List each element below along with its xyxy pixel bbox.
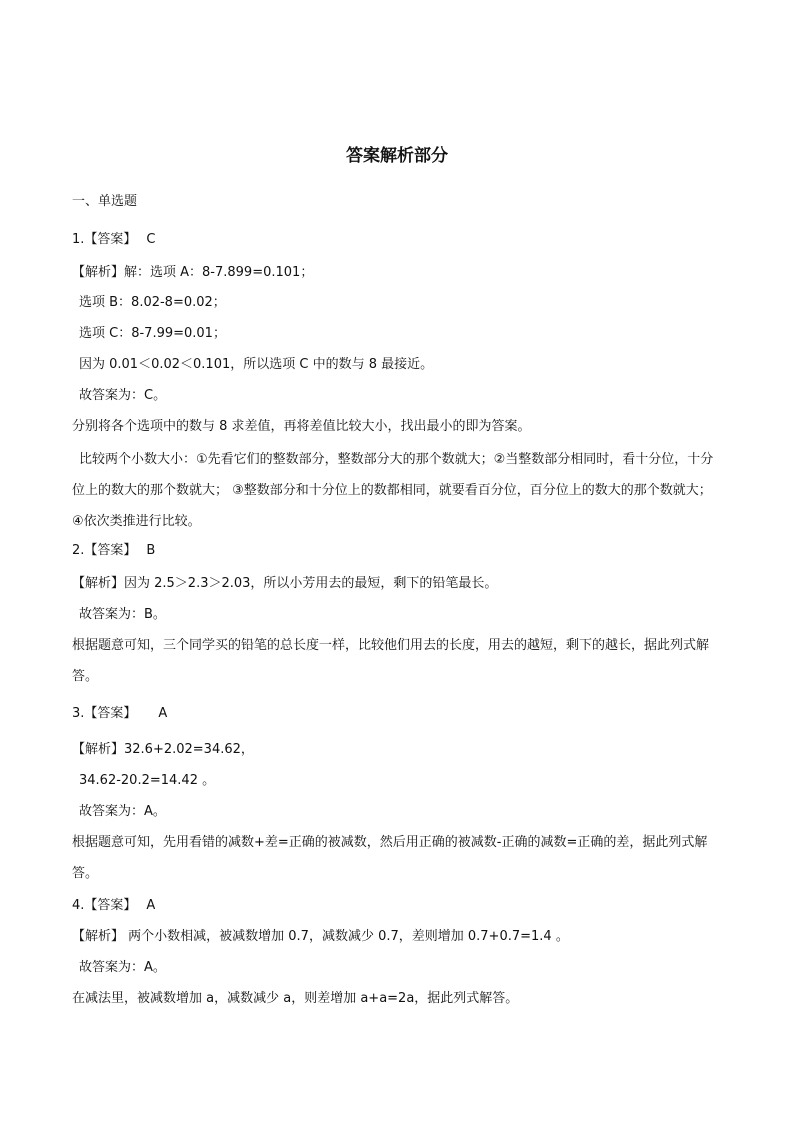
analysis-line: 故答案为：C。 [79,388,167,403]
analysis-line: 【解析】解：选项 A：8-7.899=0.101； [72,265,314,280]
page-title: 答案解析部分 [346,146,448,166]
answer-value: C [146,232,156,247]
analysis-line: 【解析】因为 2.5＞2.3＞2.03，所以小芳用去的最短，剩下的铅笔最长。 [72,576,498,591]
answer-value: A [158,706,168,721]
answer-label: 3.【答案】 [72,706,137,721]
analysis-line: 选项 B：8.02-8=0.02； [79,295,226,310]
answer-line-q2 [72,541,724,561]
analysis-line: 34.62-20.2=14.42 。 [79,773,216,788]
analysis-line: 因为 0.01＜0.02＜0.101，所以选项 C 中的数与 8 最接近。 [79,357,434,372]
analysis-line: 故答案为：B。 [79,607,166,622]
explanation-paragraph: 根据题意可知，先用看错的减数+差=正确的被减数，然后用正确的被减数-正确的减数=正确的差，据此列式解答。 [72,835,708,881]
analysis-line: 故答案为：A。 [79,960,166,975]
answer-line-q3 [72,704,724,724]
answer-label: 2.【答案】 [72,543,137,558]
analysis-line: 【解析】 两个小数相减，被减数增加 0.7，减数减少 0.7，差则增加 0.7+0.7=1.4 。 [72,929,569,944]
explanation-line: 分别将各个选项中的数与 8 求差值，再将差值比较大小，找出最小的即为答案。 [72,419,531,434]
answer-line-q4 [72,896,724,916]
explanation-paragraph: 根据题意可知，三个同学买的铅笔的总长度一样，比较他们用去的长度，用去的越短，剩下的越长，据此列式解答。 [72,638,710,684]
analysis-line: 选项 C：8-7.99=0.01； [79,326,226,341]
explanation-paragraph: 比较两个小数大小：①先看它们的整数部分，整数部分大的那个数就大；②当整数部分相同时，看十分位，十分位上的数大的那个数就大； ③整数部分和十分位上的数都相同，就要看百分位，百分位上的数大的那个数就大； ④依次类推进行比较。 [72,452,714,529]
answer-value: A [146,898,156,913]
answer-value: B [146,543,156,558]
explanation-line: 在减法里，被减数增加 a，减数减少 a，则差增加 a+a=2a，据此列式解答。 [72,991,519,1006]
analysis-line: 【解析】32.6+2.02=34.62， [72,742,254,757]
section-heading: 一、单选题 [72,194,138,209]
analysis-line: 故答案为：A。 [79,804,166,819]
answer-line-q1 [72,230,724,250]
answer-label: 4.【答案】 [72,898,137,913]
answer-label: 1.【答案】 [72,232,137,247]
